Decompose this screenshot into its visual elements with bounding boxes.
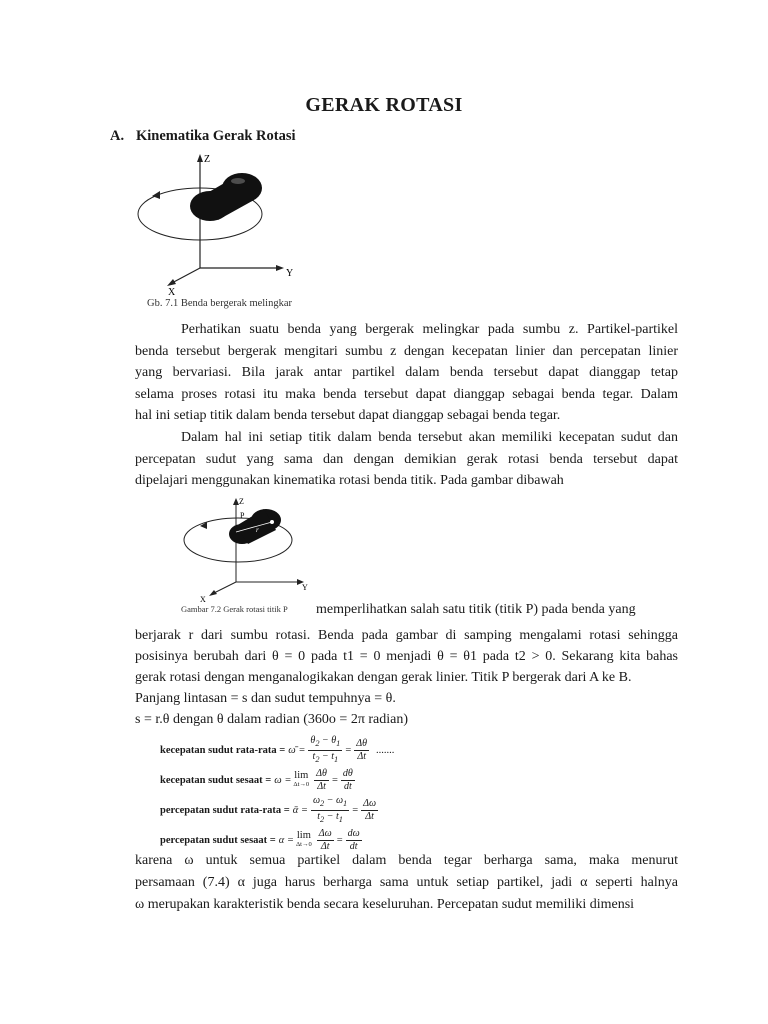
radius-label: r: [256, 526, 259, 534]
text-line: Perhatikan suatu benda yang bergerak melingkar pada sumbu z. Partikel-partikel: [181, 322, 678, 337]
text-line: karena ω untuk semua partikel dalam benda tegar berharga sama, maka menurut: [135, 853, 678, 868]
text-line: s = r.θ dengan θ dalam radian (360o = 2π radian): [135, 712, 409, 727]
paragraph-intro: [135, 319, 678, 427]
figure-rotating-body: [130, 148, 310, 298]
figure1-caption: Gb. 7.1 Benda bergerak melingkar: [147, 298, 293, 309]
paragraph-point-motion: [135, 625, 678, 730]
text-line: posisinya berubah dari θ = 0 pada t1 = 0 menjadi θ = θ1 pada t2 > 0. Sekarang kita bahas: [135, 649, 678, 664]
equation-block: [160, 735, 460, 855]
figure-point-rotation: [178, 492, 316, 604]
text-line: selama proses rotasi itu maka benda tersebut dapat dianggap sebagai benda tegar. Dalam: [135, 386, 678, 402]
figure2-caption: Gambar 7.2 Gerak rotasi titik P: [181, 604, 288, 614]
x-axis-label: X: [168, 287, 176, 298]
page-title: GERAK ROTASI: [305, 94, 463, 116]
section-number: A.: [110, 128, 125, 144]
text-line: yang bervariasi. Bila jarak antar partikel dalam benda tersebut dapat dianggap tetap: [135, 365, 678, 381]
section-title: Kinematika Gerak Rotasi: [136, 128, 296, 144]
equation-avg-angular-velocity: kecepatan sudut rata-rata = ω̄ = $\frac{\theta_2 - \theta_1}{t_2 - t_1}$ = $\frac{\Delta\theta}{\Delta t}$ .......: [160, 734, 395, 764]
text-line: hal ini setiap titik dalam benda tersebut dapat dianggap sebagai benda tegar.: [135, 408, 561, 424]
x-axis-label: X: [200, 595, 206, 604]
text-line: dipelajari menggunakan kinematika rotasi benda titik. Pada gambar dibawah: [135, 473, 564, 489]
point-p-label-top: P: [240, 511, 245, 520]
text-line: persamaan (7.4) α juga harus berharga sama untuk setiap partikel, jadi α seperti halnya: [135, 875, 678, 890]
text-line: berjarak r dari sumbu rotasi. Benda pada gambar di samping mengalami rotasi sehingga: [135, 628, 678, 643]
section-heading: [110, 128, 296, 145]
text-line: gerak rotasi dengan menganalogikakan dengan gerak linier. Titik P bergerak dari A ke B.: [135, 670, 632, 685]
y-axis-label: Y: [286, 268, 294, 279]
equation-inst-angular-velocity: kecepatan sudut sesaat = ω = lim Δt→0 $\frac{\Delta\theta}{\Delta t}$ = $\frac{d\theta}{dt}$: [160, 767, 353, 792]
y-axis-label: Y: [302, 583, 308, 592]
z-axis-label: Z: [239, 497, 244, 506]
z-axis-label: Z: [204, 154, 211, 165]
text-line: Dalam hal ini setiap titik dalam benda tersebut akan memiliki kecepatan sudut dan: [181, 430, 678, 445]
text-line: benda tersebut bergerak mengitari sumbu z dengan kecepatan linier dan percepatan linier: [135, 343, 678, 359]
equation-inst-angular-acceleration: percepatan sudut sesaat = α = lim Δt→0 $\frac{\Delta\omega}{\Delta t}$ = $\frac{d\omega}{dt}$: [160, 827, 360, 852]
rigid-body-shape: [190, 173, 262, 221]
paragraph-characteristics: [135, 850, 678, 916]
paragraph3-first-line: memperlihatkan salah satu titik (titik P) pada benda yang: [316, 602, 636, 617]
text-line: ω merupakan karakteristik benda secara keseluruhan. Percepatan sudut memiliki dimensi: [135, 897, 635, 912]
text-line: Panjang lintasan = s dan sudut tempuhnya = θ.: [135, 691, 396, 706]
point-p-label: P: [276, 519, 281, 528]
paragraph-angular-velocity: [135, 427, 678, 492]
equation-avg-angular-acceleration: percepatan sudut rata-rata = ᾱ = $\frac{\omega_2 - \omega_1}{t_2 - t_1}$ = $\frac{\Delta\omega}{\Delta t}$: [160, 794, 377, 824]
text-line: percepatan sudut yang sama dan dengan demikian gerak rotasi benda tersebut dapat: [135, 451, 678, 467]
